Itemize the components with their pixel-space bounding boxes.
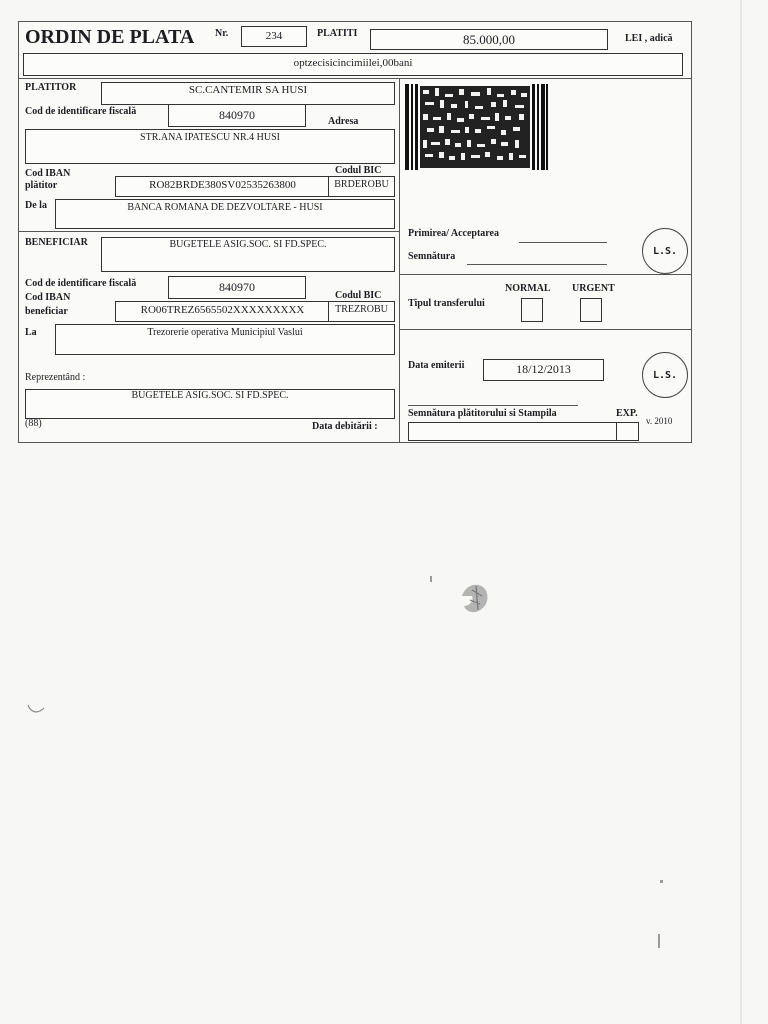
scan-speck — [430, 576, 432, 582]
beneficiary-label: BENEFICIAR — [25, 237, 88, 248]
payer-bic: BRDEROBU — [334, 179, 389, 190]
form-title: ORDIN DE PLATA — [25, 26, 195, 48]
beneficiary-fiscal-code: 840970 — [219, 280, 255, 294]
beneficiary-iban-label-2: beneficiar — [25, 306, 68, 317]
signature-box — [408, 422, 639, 441]
beneficiary-bic-label: Codul BIC — [335, 290, 382, 301]
code-88: (88) — [25, 418, 42, 429]
receipt-label: Primirea/ Acceptarea — [408, 228, 499, 239]
exp-label: EXP. — [616, 408, 638, 419]
acceptance-seal: L.S. — [642, 228, 688, 274]
payer-address: STR.ANA IPATESCU NR.4 HUSI — [140, 132, 280, 143]
amount-words-box — [23, 53, 683, 76]
payer-from-label: De la — [25, 200, 47, 211]
beneficiary-to-label: La — [25, 327, 37, 338]
issue-date-label: Data emiterii — [408, 360, 465, 371]
normal-label: NORMAL — [505, 283, 551, 294]
payer-bank-box — [55, 199, 395, 229]
urgent-checkbox[interactable] — [580, 298, 602, 322]
beneficiary-name: BUGETELE ASIG.SOC. SI FD.SPEC. — [169, 239, 327, 250]
divider-acceptance — [399, 274, 691, 275]
acceptance-signature-line — [467, 264, 607, 265]
beneficiary-bank: Trezorerie operativa Municipiul Vaslui — [147, 327, 303, 338]
beneficiary-iban: RO06TREZ6565502XXXXXXXXX — [140, 304, 305, 316]
nr-value: 234 — [265, 30, 283, 42]
payer-name-box — [101, 82, 395, 105]
payer-fiscal-box — [168, 104, 306, 127]
amount-words: optzecisicincimiilei,00bani — [293, 57, 413, 69]
payer-address-label: Adresa — [328, 116, 359, 127]
payer-iban-label-1: Cod IBAN — [25, 168, 71, 179]
amount-box — [370, 29, 608, 50]
payer-fiscal-label: Cod de identificare fiscală — [25, 106, 137, 117]
beneficiary-name-box — [101, 237, 395, 272]
page-edge — [740, 0, 742, 1024]
payer-name: SC.CANTEMIR SA HUSI — [188, 84, 308, 96]
issue-seal: L.S. — [642, 352, 688, 398]
acceptance-signature-label: Semnătura — [408, 251, 456, 262]
issue-signature-line — [408, 405, 578, 406]
divider-vertical — [399, 78, 400, 442]
beneficiary-bic-box — [328, 301, 395, 322]
divider-payer — [19, 231, 399, 232]
payment-order-form — [18, 21, 692, 443]
platiti-label: PLATITI — [317, 28, 358, 39]
urgent-label: URGENT — [572, 283, 615, 294]
currency-label: LEI , adică — [625, 33, 673, 44]
payer-bic-label: Codul BIC — [335, 165, 382, 176]
payer-bic-box — [328, 176, 395, 197]
divider-header — [19, 78, 691, 79]
transfer-type-label: Tipul transferului — [408, 298, 485, 309]
ink-smudge-icon — [452, 576, 496, 620]
amount-value: 85.000,00 — [463, 32, 515, 47]
represent-box — [25, 389, 395, 419]
payer-iban-label-2: plătitor — [25, 180, 58, 191]
issue-date: 18/12/2013 — [516, 362, 571, 376]
beneficiary-bic: TREZROBU — [335, 304, 388, 315]
scan-speck-3 — [660, 880, 663, 883]
beneficiary-iban-box — [115, 301, 330, 322]
normal-checkbox[interactable] — [521, 298, 543, 322]
beneficiary-fiscal-label: Cod de identificare fiscală — [25, 278, 137, 289]
version-label: v. 2010 — [646, 416, 673, 426]
exp-box — [616, 422, 639, 441]
beneficiary-bank-box — [55, 324, 395, 355]
payer-label: PLATITOR — [25, 82, 77, 93]
payer-address-box — [25, 129, 395, 164]
scan-speck-2 — [658, 934, 660, 948]
debit-date-label: Data debitării : — [312, 421, 378, 432]
nr-box — [241, 26, 307, 47]
payer-iban: RO82BRDE380SV02535263800 — [149, 179, 296, 191]
nr-label: Nr. — [215, 28, 229, 39]
payer-bank: BANCA ROMANA DE DEZVOLTARE - HUSI — [127, 202, 323, 213]
barcode-icon — [405, 84, 549, 170]
issue-signature-label: Semnătura plătitorului si Stampila — [408, 408, 557, 419]
beneficiary-fiscal-box — [168, 276, 306, 299]
divider-transfer — [399, 329, 691, 330]
beneficiary-iban-label-1: Cod IBAN — [25, 292, 71, 303]
represent-label: Reprezentând : — [25, 372, 86, 383]
payer-fiscal-code: 840970 — [219, 108, 255, 122]
represent-value: BUGETELE ASIG.SOC. SI FD.SPEC. — [131, 390, 289, 401]
scan-mark-icon — [26, 702, 46, 716]
payer-iban-box — [115, 176, 330, 197]
receipt-line — [519, 242, 607, 243]
issue-date-box — [483, 359, 604, 381]
